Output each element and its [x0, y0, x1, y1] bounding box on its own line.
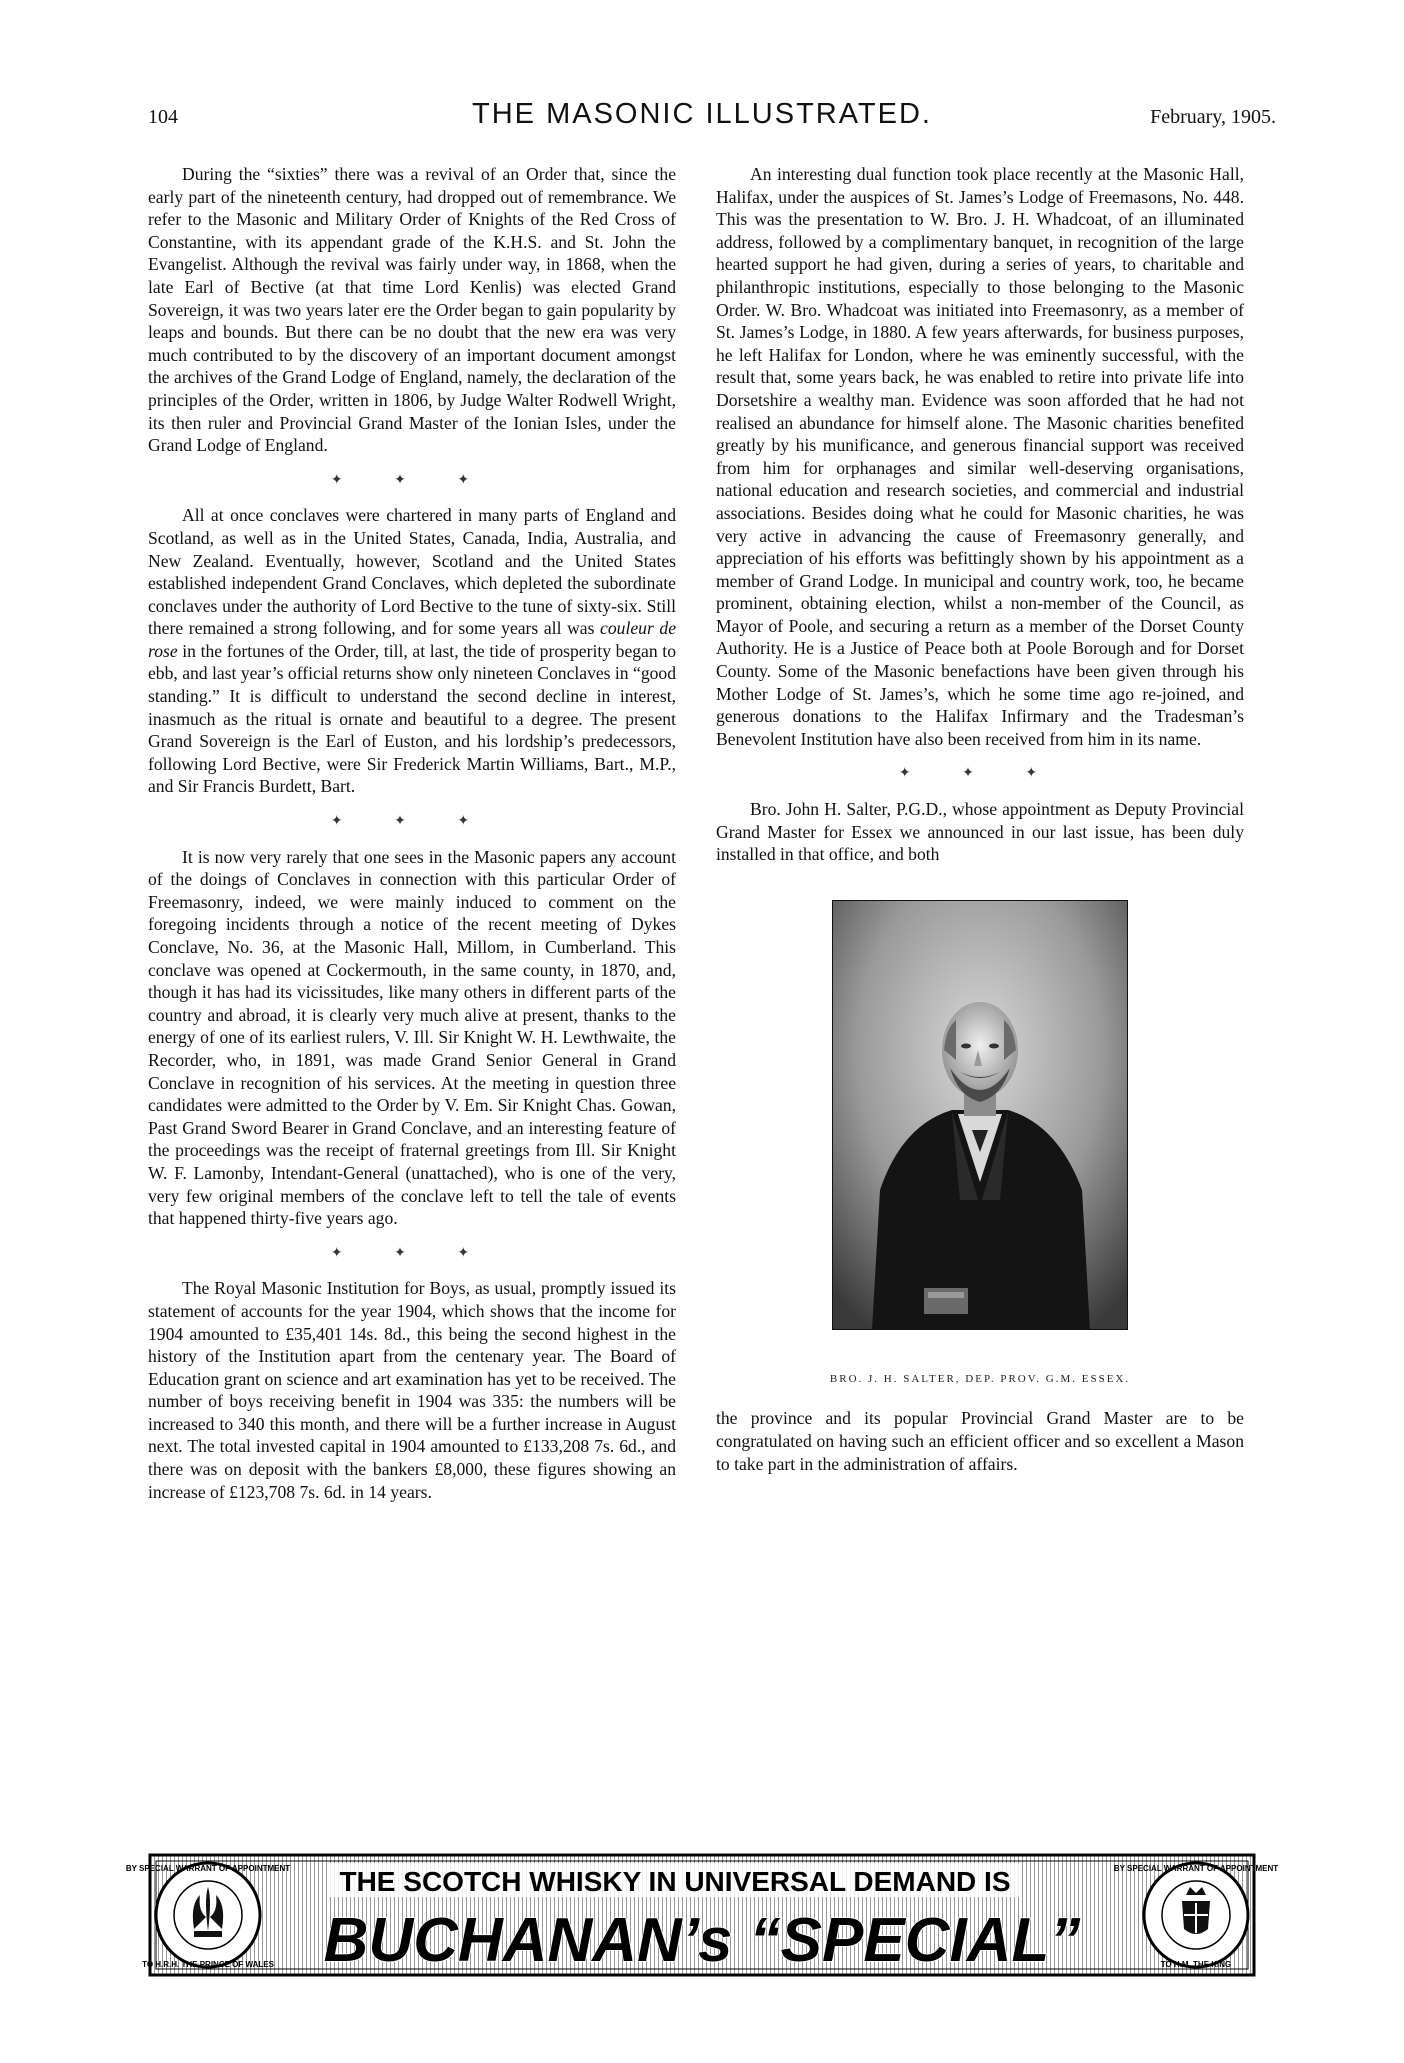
- issue-date: February, 1905.: [1150, 106, 1276, 128]
- article-paragraph: Bro. John H. Salter, P.G.D., whose appointment as Deputy Provincial Grand Master for Essex we announced in our last issue, has been duly installed in that office, and both: [716, 799, 1244, 865]
- ad-brand: BUCHANAN’s “SPECIAL”: [323, 1906, 1081, 1975]
- left-seal-bottom-text: TO H.R.H. THE PRINCE OF WALES: [142, 1960, 274, 1969]
- advertisement-banner: [125, 1855, 1279, 1975]
- left-seal-top-text: BY SPECIAL WARRANT OF APPOINTMENT: [125, 1864, 291, 1873]
- section-ornament: ✦ ✦ ✦: [330, 1245, 494, 1261]
- page-header: [120, 98, 1284, 138]
- italic-phrase: couleur de rose: [148, 618, 677, 661]
- right-seal-top-text: BY SPECIAL WARRANT OF APPOINTMENT: [1113, 1864, 1279, 1873]
- article-paragraph: During the “sixties” there was a revival of an Order that, since the early part of the nineteenth century, had dropped out of remembrance. We refer to the Masonic and Military Order of Knights of the Red Cross of Constantine, with its appendant grade of the K.H.S. and St. John the Evangelist. Although the revival was fairly under way, in 1868, when the late Earl of Bective (at that time Lord Kenlis) was elected Grand Sovereign, it was two years later ere the Order began to gain popularity by leaps and bounds. But there can be no doubt that the new era was very much contributed to by the discovery of an important document amongst the archives of the Grand Lodge of England, namely, the declaration of the principles of the Order, written in 1806, by Judge Walter Rodwell Wright, its then ruler and Provincial Grand Master of the Ionian Isles, under the Grand Lodge of England.: [148, 164, 676, 456]
- article-paragraph: All at once conclaves were chartered in many parts of England and Scotland, as well as in the United States, Canada, India, Australia, and New Zealand. Eventually, however, Scotland and the United States established independent Grand Conclaves, which depleted the subordinate conclaves under the authority of Lord Bective to the tune of sixty-six. Still there remained a strong following, and for some years all was couleur de rose in the fortunes of the Order, till, at last, the tide of prosperity began to ebb, and last year’s official returns show only nineteen Conclaves in “good standing.” It is difficult to understand the second decline in interest, inasmuch as the ritual is ornate and beautiful to a degree. The present Grand Sovereign is the Earl of Euston, and his lordship’s predecessors, following Lord Bective, were Sir Frederick Martin Williams, Bart., M.P., and Sir Francis Burdett, Bart.: [148, 505, 677, 797]
- left-seal: [156, 1863, 260, 1967]
- section-ornament: ✦ ✦ ✦: [330, 472, 494, 488]
- whisky-advertisement: [125, 1855, 1279, 1975]
- article-paragraph: An interesting dual function took place recently at the Masonic Hall, Halifax, under the auspices of St. James’s Lodge of Freemasons, No. 448. This was the presentation to W. Bro. J. H. Whadcoat, of an illuminated address, followed by a complimentary banquet, in recognition of the large hearted support he had given, during a series of years, to charitable and philanthropic institutions, especially to those belonging to the Masonic Order. W. Bro. Whadcoat was initiated into Freemasonry, as a member of St. James’s Lodge, in 1880. A few years afterwards, for business purposes, he left Halifax for London, where he was eminently successful, with the result that, some years back, he was enabled to retire into private life into Dorsetshire a wealthy man. Evidence was soon afforded that he had not realised an abundance for himself alone. The Masonic charities benefited greatly by his munificance, and generous financial support was received from him for orphanages and similar well-deserving organisations, national education and research societies, and commercial and industrial associations. Besides doing what he could for Masonic charities, he was very active in advancing the cause of Freemasonry generally, and appreciation of his efforts was befittingly shown by his appointment as a member of Grand Lodge. In municipal and country work, too, he became prominent, obtaining election, whilst a non-member of the Council, as Mayor of Poole, and securing a return as a member of the Dorset County Authority. He is a Justice of Peace both at Poole Borough and for Dorset County. Some of the Masonic benefactions have been given through his Mother Lodge of St. James’s, which he some time ago re-joined, and generous donations to the Halifax Infirmary and the Tradesman’s Benevolent Institution have also been received from him in its name.: [716, 164, 1244, 749]
- portrait-image: [832, 900, 1128, 1330]
- left-column: [148, 163, 676, 1503]
- article-paragraph: the province and its popular Provincial Grand Master are to be congratulated on having such an efficient officer and so excellent a Mason to take part in the administration of affairs.: [716, 1408, 1244, 1474]
- ad-tagline: THE SCOTCH WHISKY IN UNIVERSAL DEMAND IS: [339, 1866, 1011, 1897]
- portrait-photo: [832, 900, 1128, 1330]
- article-paragraph: It is now very rarely that one sees in the Masonic papers any account of the doings of Conclaves in connection with this particular Order of Freemasonry, indeed, we were mainly induced to comment on the foregoing incidents through a notice of the recent meeting of Dykes Conclave, No. 36, at the Masonic Hall, Millom, in Cumberland. This conclave was opened at Cockermouth, in the same county, in 1870, and, though it has had its vicissitudes, like many others in different parts of the country and abroad, it is clearly very much alive at present, thanks to the energy of one of its earliest rulers, V. Ill. Sir Knight W. H. Lewthwaite, the Recorder, who, in 1891, was made Grand Senior General in Grand Conclave in recognition of his services. At the meeting in question three candidates were admitted to the Order by V. Em. Sir Knight Chas. Gowan, Past Grand Sword Bearer in Grand Conclave, and an interesting feature of the proceedings was the receipt of fraternal greetings from Ill. Sir Knight W. F. Lamonby, Intendant-General (unattached), who is one of the very, very few original members of the conclave left to tell the tale of events that happened thirty-five years ago.: [148, 846, 676, 1229]
- portrait-caption: BRO. J. H. SALTER, DEP. PROV. G.M. ESSEX.: [829, 1372, 1131, 1385]
- page-number: 104: [148, 106, 178, 128]
- masthead-title: THE MASONIC ILLUSTRATED.: [472, 98, 932, 130]
- right-seal: [1144, 1863, 1248, 1967]
- section-ornament: ✦ ✦ ✦: [330, 814, 494, 830]
- article-paragraph: The Royal Masonic Institution for Boys, as usual, promptly issued its statement of accounts for the year 1904, which shows that the income for 1904 amounted to £35,401 14s. 8d., this being the second highest in the history of the Institution apart from the centenary year. The Board of Education grant on science and art examination has yet to be received. The number of boys receiving benefit in 1904 was 335: the numbers will be increased to 340 this month, and there will be a further increase in August next. The total invested capital in 1904 amounted to £133,208 7s. 6d., and there was on deposit with the bankers £8,000, these figures showing an increase of £123,708 7s. 6d. in 14 years.: [148, 1278, 676, 1502]
- right-column: [716, 163, 1244, 1475]
- section-ornament: ✦ ✦ ✦: [898, 766, 1062, 782]
- right-seal-bottom-text: TO H.M. THE KING: [1160, 1960, 1232, 1969]
